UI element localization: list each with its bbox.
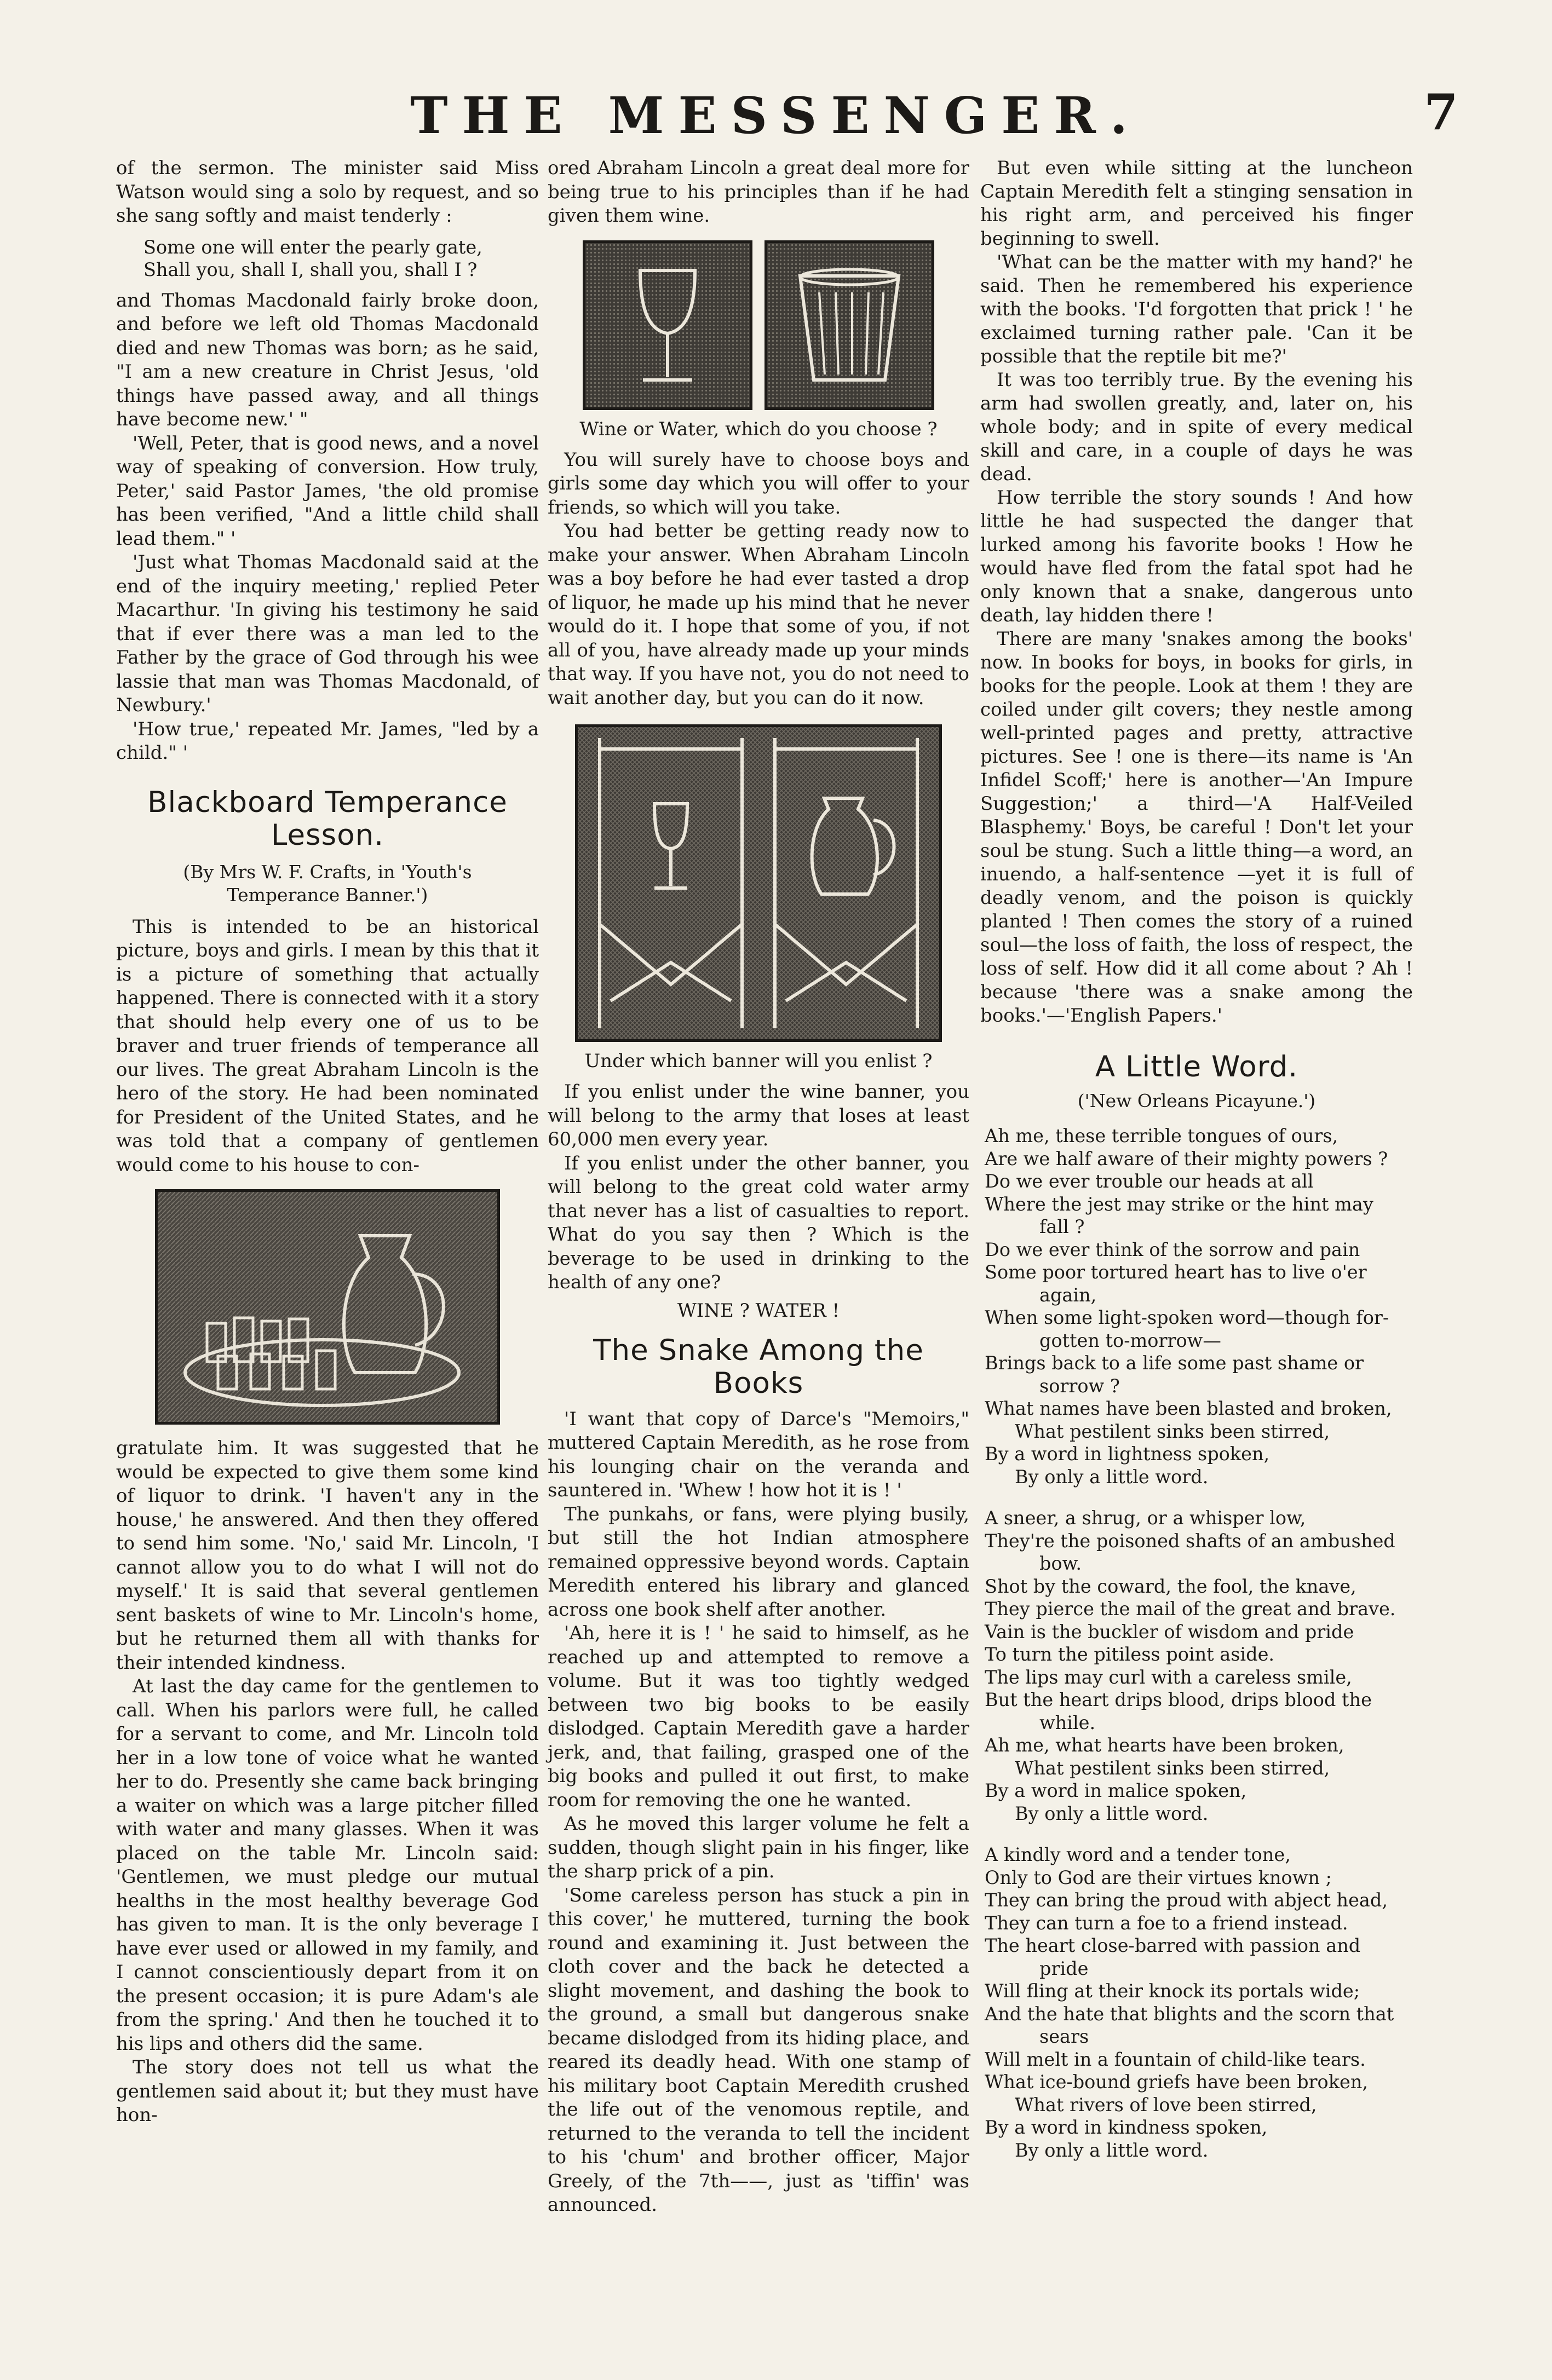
poem-stanza	[985, 1507, 1413, 1825]
poem-body	[980, 1125, 1413, 2162]
poem-line: Some poor tortured heart has to live o'er	[985, 1261, 1367, 1283]
poem-line: What ice-bound griefs have been broken,	[985, 2071, 1369, 2093]
verse-line: Shall you, shall I, shall you, shall I ?	[143, 259, 478, 280]
paragraph: But even while sitting at the luncheon Captain Meredith felt a stinging sensation in his right arm, and perceived his finger beginning to swell.	[980, 157, 1413, 250]
paragraph: 'Ah, here it is ! ' he said to himself, as he reached up and attempted to remove a volume. But it was too tightly wedged between two big books to be easily dislodged. Captain Meredith gave a harder jerk, and, that failing, grasped one of the big books and pulled it out first, to make room for removing the one he wanted.	[548, 1622, 969, 1811]
paragraph: This is intended to be an historical picture, boys and girls. I mean by this that it is a picture of something that actually happened. There is connected with it a story that should help every one of us to be braver and truer friends of temperance all our lives. The great Abraham Lincoln is the hero of the story. He had been nominated for President of the United States, and he was told that a company of gentlemen would come to his house to con-	[116, 915, 539, 1176]
poem-line: By a word in lightness spoken,	[985, 1443, 1270, 1465]
poem-line: bow.	[1039, 1553, 1082, 1574]
poem-line: The heart close-barred with passion and	[985, 1935, 1361, 1956]
poem-line: Vain is the buckler of wisdom and pride	[985, 1621, 1354, 1643]
paragraph: and Thomas Macdonald fairly broke doon, and before we left old Thomas Macdonald died and new Thomas was born; as he said, "I am a new creature in Christ Jesus, 'old things have passed away, and all things have become new.' "	[116, 289, 539, 430]
poem-line: Are we half aware of their mighty powers ?	[985, 1148, 1388, 1169]
poem-line: They can bring the proud with abject head,	[985, 1889, 1388, 1911]
poem-line: What pestilent sinks been stirred,	[1015, 1420, 1330, 1442]
article-heading: Blackboard Temperance Lesson.	[147, 785, 508, 852]
paragraph: ored Abraham Lincoln a great deal more for being true to his principles than if he had given them wine.	[548, 157, 969, 227]
poem-line: The lips may curl with a careless smile,	[985, 1666, 1352, 1688]
poem-line: By a word in kindness spoken,	[985, 2117, 1268, 2138]
paragraph: The punkahs, or fans, were plying busily, but still the hot Indian atmosphere remained oppressive beyond words. Captain Meredith entered his library and glanced across one book shelf after another.	[548, 1503, 969, 1621]
poem-line: Will fling at their knock its portals wide;	[985, 1980, 1360, 2002]
paragraph: 'Well, Peter, that is good news, and a novel way of speaking of conversion. How truly, Peter,' said Pastor James, 'the old promise has been verified, "And a little child shall lead them." '	[116, 432, 539, 550]
poem-line: What names have been blasted and broken,	[985, 1398, 1392, 1419]
paragraph: At last the day came for the gentlemen to call. When his parlors were full, he called for a servant to come, and Mr. Lincoln told her in a low tone of voice what he wanted her to do. Presently she came back bringing a waiter on which was a large pitcher filled with water and many glasses. When it was placed on the table Mr. Lincoln said: 'Gentlemen, we must pledge our mutual healths in the most healthy beverage God has given to man. It is the only beverage I have ever used or allowed in my family, and I cannot conscientiously depart from it on the present occasion; it is pure Adam's ale from the spring.' And then he touched it to his lips and others did the same.	[116, 1675, 539, 2055]
column-1	[116, 157, 539, 2128]
poem-line: To turn the pitiless point aside.	[985, 1644, 1275, 1665]
poem-line: Ah me, what hearts have been broken,	[985, 1734, 1344, 1756]
water-glass-illustration	[764, 240, 934, 410]
verse-line: Some one will enter the pearly gate,	[143, 236, 482, 258]
banners-illustration	[575, 724, 942, 1042]
poem-line: What rivers of love been stirred,	[1015, 2094, 1317, 2116]
poem-line: Where the jest may strike or the hint may	[985, 1193, 1373, 1215]
pitcher-icon	[158, 1192, 497, 1422]
paragraph: 'What can be the matter with my hand?' he said. Then he remembered his experience with the books. 'I'd forgotten that prick ! ' he exclaimed turning rather pale. 'Can it be possible that the reptile bit me?'	[980, 251, 1413, 367]
poem-line: They pierce the mail of the great and brave.	[985, 1598, 1396, 1620]
paragraph: 'Some careless person has stuck a pin in this cover,' he muttered, turning the book round and examining it. Just between the cloth cover and the back he detected a slight movement, and dashing the book to the ground, a small but dangerous snake became dislodged from its hiding place, and reared its deadly head. With one stamp of his military boot Captain Meredith crushed the life out of the venomous reptile, and returned to the veranda to tell the incident to his 'chum' and brother officer, Major Greely, of the 7th——, just as 'tiffin' was announced.	[548, 1884, 969, 2216]
paragraph: 'Just what Thomas Macdonald said at the end of the inquiry meeting,' replied Peter Macarthur. 'In giving his testimony he said that if ever there was a man led to the Father by the grace of God through his wee lassie that man was Thomas Macdonald, of Newbury.'	[116, 551, 539, 716]
poem-line: while.	[1039, 1711, 1096, 1733]
poem-title: A Little Word.	[1095, 1050, 1298, 1084]
column-3	[980, 157, 1413, 2180]
poem-line: They can turn a foe to a friend instead.	[985, 1912, 1348, 1934]
poem-line: gotten to-morrow—	[1039, 1329, 1221, 1351]
poem-line: Do we ever think of the sorrow and pain	[985, 1238, 1360, 1260]
paragraph: You will surely have to choose boys and girls some day which you will offer to your friends, so which will you take.	[548, 448, 969, 518]
paragraph: As he moved this larger volume he felt a sudden, though slight pain in his finger, like the sharp prick of a pin.	[548, 1813, 969, 1882]
poem-line: sears	[1039, 2026, 1089, 2047]
poem-line: Do we ever trouble our heads at all	[985, 1171, 1314, 1192]
col1-story-continued	[116, 1437, 539, 2128]
paragraph: The story does not tell us what the gentlemen said about it; but they must have hon-	[116, 2056, 539, 2126]
col1-intro	[116, 157, 539, 228]
intro-verse	[143, 236, 539, 281]
paragraph: of the sermon. The minister said Miss Watson would sing a solo by request, and so she sang softly and maist tenderly :	[116, 157, 539, 227]
paragraph: gratulate him. It was suggested that he would be expected to give them some kind of liquor to drink. 'I haven't any in the house,' he answered. And then they offered to send him some. 'No,' said Mr. Lincoln, 'I cannot allow you to do what I will not do myself.' It is said that several gentlemen sent baskets of wine to Mr. Lincoln's home, but he returned them all with thanks for their intended kindness.	[116, 1437, 539, 1674]
page-number: 7	[1424, 83, 1458, 141]
paragraph: You had better be getting ready now to make your answer. When Abraham Lincoln was a boy before he had ever tasted a drop of liquor, he made up his mind that he never would do it. I hope that some of you, if not all of you, have already made up your minds that way. If you have not, you do not need to wait another day, but you can do it now.	[548, 520, 969, 709]
poem-line: Shot by the coward, the fool, the knave,	[985, 1575, 1356, 1597]
poem-line: Will melt in a fountain of child-like tears.	[985, 2048, 1366, 2070]
column-2	[548, 157, 969, 2217]
pitcher-and-glasses-illustration	[155, 1189, 500, 1425]
poem-line: sorrow ?	[1039, 1375, 1120, 1397]
poem-line: fall ?	[1039, 1216, 1085, 1237]
poem-line: pride	[1039, 1957, 1089, 1979]
poem-line: By only a little word.	[1015, 1466, 1209, 1488]
poem-line: And the hate that blights and the scorn that	[985, 2003, 1394, 2025]
wine-glass-illustration	[583, 240, 752, 410]
poem-line: A kindly word and a tender tone,	[985, 1844, 1291, 1865]
article-heading: The Snake Among the Books	[593, 1333, 924, 1400]
poem-attribution: ('New Orleans Picayune.')	[1077, 1090, 1316, 1111]
poem-stanza	[985, 1125, 1413, 1488]
poem-line: By only a little word.	[1015, 2139, 1209, 2161]
poem-line: They're the poisoned shafts of an ambushed	[985, 1530, 1395, 1552]
water-tumbler-icon	[767, 243, 932, 407]
poem-line: By a word in malice spoken,	[985, 1780, 1247, 1801]
article-attribution: (By Mrs W. F. Crafts, in 'Youth's Temperance Banner.')	[183, 861, 472, 906]
masthead-title: THE MESSENGER.	[410, 86, 1142, 145]
poem-stanza	[985, 1843, 1413, 2162]
paragraph: There are many 'snakes among the books' now. In books for boys, in books for girls, in books for the people. Look at them ! they are coiled under gilt covers; they nestle among well-printed pages and pretty, attractive pictures. See ! one is there—its name is 'An Infidel Scoff;' here is another—'An Impure Suggestion;' a third—'A Half-Veiled Blasphemy.' Boys, be careful ! Don't let your soul be stung. Such a little thing—a word, an inuendo, a half-sentence —yet it is full of deadly venom, and the poison is quickly planted ! Then comes the story of a ruined soul—the loss of faith, the loss of respect, the loss of self. How did it all come about ? Ah ! because 'there was a snake among the books.'—'English Papers.'	[980, 628, 1413, 1027]
poem-line: Only to God are their virtues known ;	[985, 1866, 1332, 1888]
poem-line: By only a little word.	[1015, 1802, 1209, 1824]
poem-line: Brings back to a life some past shame or	[985, 1352, 1364, 1374]
paragraph: If you enlist under the other banner, you will belong to the great cold water army that never has a list of casualties to report. What do you say then ? Which is the beverage to be used in drinking to the health of any one?	[548, 1152, 969, 1293]
wine-glass-icon	[585, 243, 750, 407]
poem-line: A sneer, a shrug, or a whisper low,	[985, 1507, 1306, 1529]
paragraph: If you enlist under the wine banner, you will belong to the army that loses at least 60,000 men every year.	[548, 1081, 969, 1150]
paragraph: How terrible the story sounds ! And how little he had suspected the danger that lurked among his favorite books ! How he would have fled from the fatal spot had he only known that a snake, dangerous unto death, lay hidden there !	[980, 487, 1413, 626]
wine-water-illustration	[548, 240, 969, 410]
poem-line: When some light-spoken word—though for-	[985, 1307, 1389, 1328]
poem-line: What pestilent sinks been stirred,	[1015, 1757, 1330, 1779]
poem-line: But the heart drips blood, drips blood the	[985, 1689, 1372, 1710]
wine-water-line: WINE ? WATER !	[677, 1299, 840, 1322]
figure-caption: Under which banner will you enlist ?	[584, 1050, 933, 1072]
figure-caption: Wine or Water, which do you choose ?	[579, 418, 938, 440]
paragraph: 'I want that copy of Darce's "Memoirs," muttered Captain Meredith, as he rose from his lounging chair on the veranda and sauntered in. 'Whew ! how hot it is ! '	[548, 1408, 969, 1501]
col1-story-end	[116, 289, 539, 765]
banner-icon	[578, 727, 939, 1039]
paragraph: 'How true,' repeated Mr. James, "led by a child." '	[116, 718, 539, 764]
paragraph: It was too terribly true. By the evening his arm had swollen greatly, and, later on, his whole body; and in spite of every medical skill and care, in a couple of days he was dead.	[980, 369, 1413, 485]
poem-line: again,	[1039, 1284, 1097, 1306]
poem-line: Ah me, these terrible tongues of ours,	[985, 1125, 1338, 1146]
